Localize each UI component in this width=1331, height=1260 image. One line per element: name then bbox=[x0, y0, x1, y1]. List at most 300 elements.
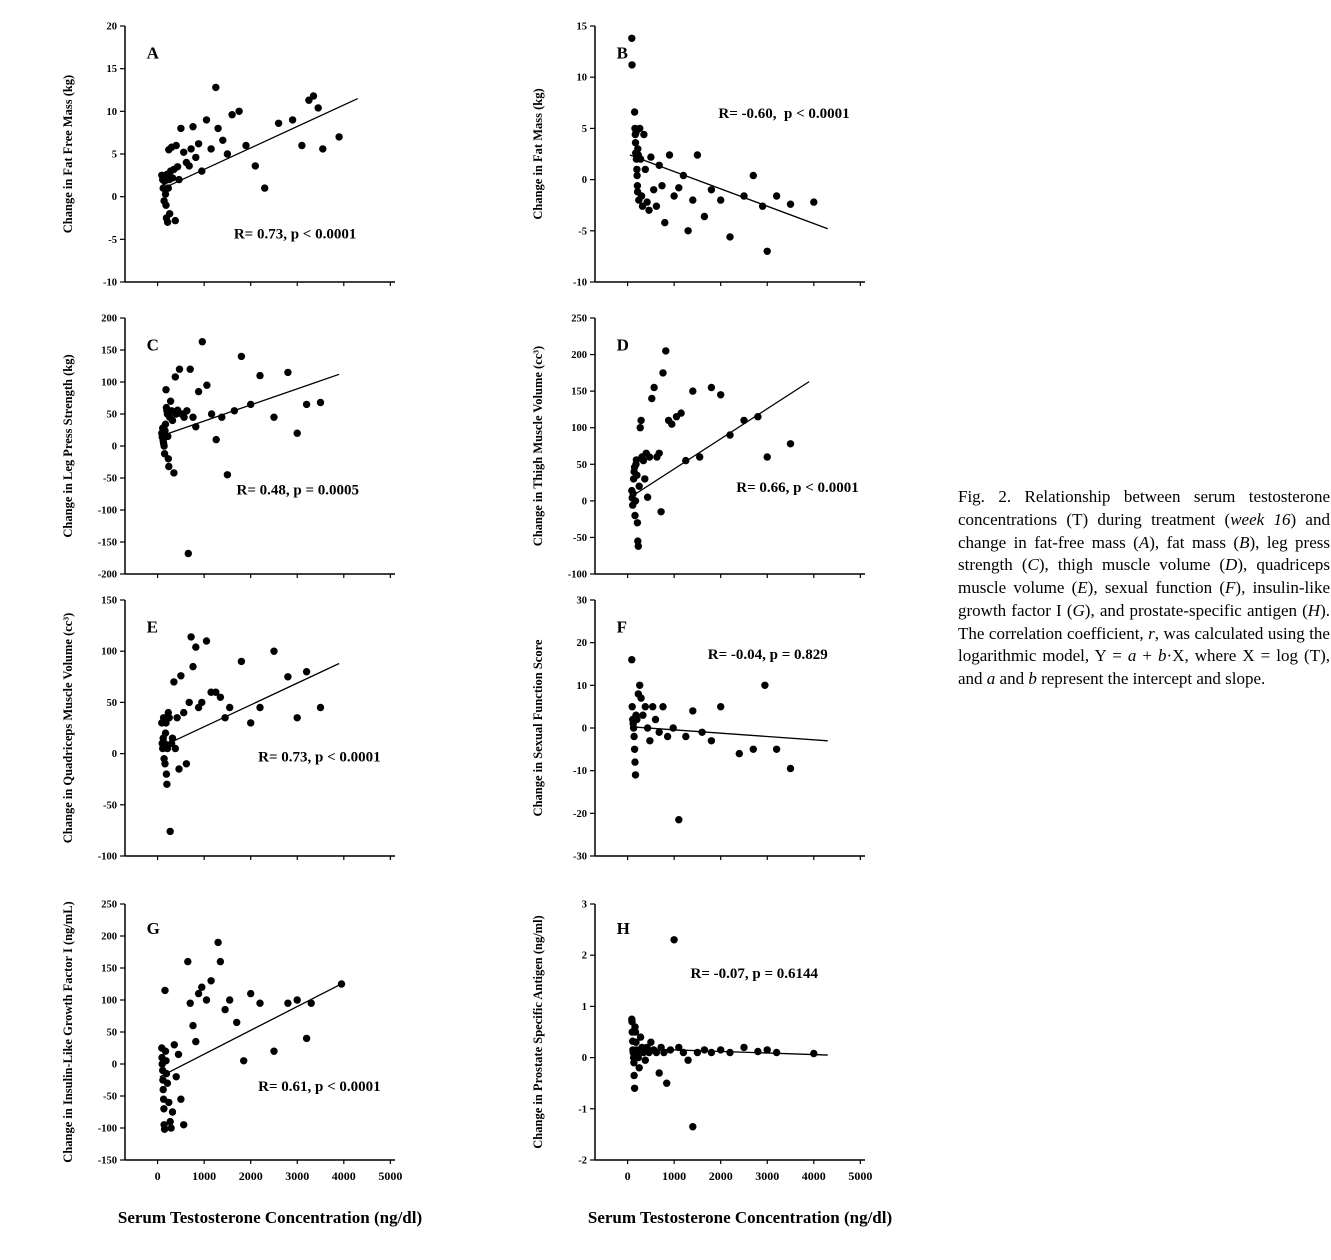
data-point bbox=[217, 958, 224, 965]
data-point bbox=[317, 704, 324, 711]
y-tick-label: -5 bbox=[578, 226, 587, 238]
scatter-plot-A bbox=[60, 14, 405, 294]
y-tick-label: -150 bbox=[97, 537, 117, 549]
data-point bbox=[195, 388, 202, 395]
data-point bbox=[177, 672, 184, 679]
data-point bbox=[631, 108, 638, 115]
data-point bbox=[656, 450, 663, 457]
caption-segment: A bbox=[1138, 532, 1150, 552]
x-tick-label: 5000 bbox=[848, 1169, 873, 1183]
panel-b bbox=[530, 14, 875, 299]
data-point bbox=[642, 703, 649, 710]
data-point bbox=[646, 453, 653, 460]
data-point bbox=[160, 442, 167, 449]
correlation-annotation: R= -0.04, p = 0.829 bbox=[707, 646, 828, 663]
data-point bbox=[670, 192, 677, 199]
data-point bbox=[750, 746, 757, 753]
data-point bbox=[167, 828, 174, 835]
y-tick-label: 5 bbox=[581, 123, 587, 135]
y-tick-label: -150 bbox=[97, 1155, 117, 1167]
data-point bbox=[657, 508, 664, 515]
y-tick-label: 20 bbox=[576, 638, 587, 650]
panel-letter: E bbox=[146, 617, 158, 637]
data-point bbox=[208, 410, 215, 417]
y-tick-label: 100 bbox=[101, 995, 117, 1007]
caption-segment: , was calculated using the logarithmic model, Y = bbox=[958, 623, 1330, 666]
panel-letter: H bbox=[616, 918, 630, 938]
y-tick-label: -50 bbox=[103, 473, 117, 485]
data-point bbox=[633, 716, 640, 723]
correlation-annotation: R= 0.61, p < 0.0001 bbox=[258, 1078, 381, 1095]
caption-segment: r bbox=[1148, 623, 1155, 643]
data-point bbox=[235, 108, 242, 115]
y-tick-label: 10 bbox=[106, 106, 117, 118]
data-point bbox=[308, 1000, 315, 1007]
x-axis-title-right: Serum Testosterone Concentration (ng/dl) bbox=[587, 1208, 893, 1227]
data-point bbox=[650, 384, 657, 391]
y-tick-label: 10 bbox=[576, 680, 587, 692]
data-point bbox=[787, 440, 794, 447]
panel-letter: G bbox=[146, 918, 160, 938]
data-point bbox=[689, 1123, 696, 1130]
panel-g bbox=[60, 888, 405, 1207]
y-tick-label: -50 bbox=[573, 532, 587, 544]
data-point bbox=[167, 1124, 174, 1131]
x-tick-label: 1000 bbox=[662, 1169, 687, 1183]
y-tick-label: -10 bbox=[573, 277, 587, 289]
data-point bbox=[238, 658, 245, 665]
data-point bbox=[203, 382, 210, 389]
y-tick-label: -5 bbox=[108, 234, 117, 246]
y-tick-label: 30 bbox=[576, 595, 587, 607]
data-point bbox=[189, 414, 196, 421]
data-point bbox=[173, 714, 180, 721]
data-point bbox=[180, 149, 187, 156]
x-tick-label: 1000 bbox=[192, 1169, 217, 1183]
correlation-annotation: R= 0.48, p = 0.0005 bbox=[236, 482, 360, 499]
data-point bbox=[639, 712, 646, 719]
data-point bbox=[631, 512, 638, 519]
caption-segment: G bbox=[1072, 600, 1085, 620]
y-tick-label: 5 bbox=[111, 149, 117, 161]
y-tick-label: 100 bbox=[571, 423, 587, 435]
data-point bbox=[162, 386, 169, 393]
data-point bbox=[680, 172, 687, 179]
y-tick-label: 50 bbox=[106, 1027, 117, 1039]
data-point bbox=[656, 1069, 663, 1076]
x-tick-label: 3000 bbox=[285, 1169, 310, 1183]
data-point bbox=[165, 1099, 172, 1106]
data-point bbox=[773, 1049, 780, 1056]
data-point bbox=[628, 656, 635, 663]
data-point bbox=[632, 497, 639, 504]
data-point bbox=[166, 210, 173, 217]
data-point bbox=[192, 423, 199, 430]
data-point bbox=[163, 1070, 170, 1077]
panel-letter: B bbox=[616, 43, 628, 63]
data-point bbox=[303, 1035, 310, 1042]
data-point bbox=[666, 151, 673, 158]
correlation-annotation: R= -0.07, p = 0.6144 bbox=[690, 966, 819, 983]
data-point bbox=[658, 182, 665, 189]
y-axis-title: Change in Leg Press Strength (kg) bbox=[61, 354, 75, 538]
data-point bbox=[214, 939, 221, 946]
panel-letter: D bbox=[616, 335, 629, 355]
y-tick-label: -100 bbox=[97, 851, 117, 863]
data-point bbox=[256, 1000, 263, 1007]
data-point bbox=[247, 719, 254, 726]
caption-segment: + bbox=[1136, 646, 1159, 666]
caption-segment: a bbox=[1127, 646, 1137, 666]
caption-segment: ), and prostate-specific antigen ( bbox=[1084, 600, 1308, 620]
y-tick-label: 15 bbox=[106, 64, 117, 76]
caption-segment: B bbox=[1239, 532, 1250, 552]
data-point bbox=[261, 184, 268, 191]
data-point bbox=[629, 703, 636, 710]
panel-letter: C bbox=[146, 335, 159, 355]
data-point bbox=[170, 678, 177, 685]
data-point bbox=[717, 196, 724, 203]
y-tick-label: -200 bbox=[97, 569, 117, 581]
data-point bbox=[224, 471, 231, 478]
scatter-plot-B bbox=[530, 14, 875, 294]
y-tick-label: 3 bbox=[581, 899, 587, 911]
y-tick-label: -100 bbox=[97, 505, 117, 517]
data-point bbox=[175, 176, 182, 183]
y-tick-label: 150 bbox=[101, 963, 117, 975]
data-point bbox=[175, 765, 182, 772]
data-point bbox=[183, 407, 190, 414]
correlation-annotation: R= 0.66, p < 0.0001 bbox=[736, 480, 859, 497]
data-point bbox=[631, 1085, 638, 1092]
data-point bbox=[162, 729, 169, 736]
y-tick-label: 0 bbox=[581, 496, 587, 508]
data-point bbox=[165, 184, 172, 191]
y-tick-label: 200 bbox=[101, 313, 117, 325]
data-point bbox=[221, 714, 228, 721]
data-point bbox=[160, 1086, 167, 1093]
data-point bbox=[218, 414, 225, 421]
data-point bbox=[214, 125, 221, 132]
data-point bbox=[740, 1044, 747, 1051]
data-point bbox=[284, 369, 291, 376]
data-point bbox=[167, 1118, 174, 1125]
data-point bbox=[163, 781, 170, 788]
data-point bbox=[177, 1096, 184, 1103]
data-point bbox=[708, 737, 715, 744]
data-point bbox=[630, 724, 637, 731]
panel-a bbox=[60, 14, 405, 299]
data-point bbox=[256, 372, 263, 379]
data-point bbox=[256, 704, 263, 711]
x-tick-label: 4000 bbox=[331, 1169, 356, 1183]
data-point bbox=[708, 186, 715, 193]
y-tick-label: 0 bbox=[111, 192, 117, 204]
data-point bbox=[670, 724, 677, 731]
data-point bbox=[335, 133, 342, 140]
data-point bbox=[717, 391, 724, 398]
caption-segment: represent the intercept and slope. bbox=[1036, 669, 1266, 689]
data-point bbox=[184, 958, 191, 965]
x-tick-label: 2000 bbox=[708, 1169, 733, 1183]
data-point bbox=[189, 663, 196, 670]
data-point bbox=[275, 120, 282, 127]
data-point bbox=[664, 733, 671, 740]
data-point bbox=[303, 401, 310, 408]
x-tick-label: 4000 bbox=[801, 1169, 826, 1183]
data-point bbox=[187, 145, 194, 152]
data-point bbox=[708, 384, 715, 391]
data-point bbox=[166, 714, 173, 721]
y-tick-label: -100 bbox=[97, 1123, 117, 1135]
data-point bbox=[203, 116, 210, 123]
data-point bbox=[192, 643, 199, 650]
data-point bbox=[636, 682, 643, 689]
data-point bbox=[240, 1057, 247, 1064]
y-tick-label: 250 bbox=[571, 313, 587, 325]
data-point bbox=[270, 1048, 277, 1055]
data-point bbox=[670, 936, 677, 943]
data-point bbox=[289, 116, 296, 123]
data-point bbox=[167, 398, 174, 405]
data-point bbox=[270, 414, 277, 421]
caption-segment: ·X, where X = log (T), and bbox=[958, 646, 1330, 689]
data-point bbox=[717, 703, 724, 710]
data-point bbox=[787, 201, 794, 208]
data-point bbox=[630, 733, 637, 740]
data-point bbox=[162, 202, 169, 209]
y-tick-label: 0 bbox=[111, 749, 117, 761]
data-point bbox=[684, 227, 691, 234]
data-point bbox=[203, 996, 210, 1003]
scatter-plot-G bbox=[60, 888, 405, 1202]
data-point bbox=[667, 1046, 674, 1053]
data-point bbox=[177, 125, 184, 132]
data-point bbox=[680, 1049, 687, 1056]
data-point bbox=[630, 1072, 637, 1079]
data-point bbox=[682, 733, 689, 740]
data-point bbox=[656, 729, 663, 736]
data-point bbox=[630, 490, 637, 497]
data-point bbox=[294, 996, 301, 1003]
data-point bbox=[207, 977, 214, 984]
data-point bbox=[694, 1049, 701, 1056]
data-point bbox=[176, 366, 183, 373]
data-point bbox=[631, 758, 638, 765]
data-point bbox=[319, 145, 326, 152]
caption-segment: H bbox=[1307, 600, 1321, 620]
caption-segment: ), sexual function ( bbox=[1087, 578, 1226, 598]
data-point bbox=[661, 219, 668, 226]
data-point bbox=[689, 196, 696, 203]
data-point bbox=[638, 192, 645, 199]
data-point bbox=[653, 203, 660, 210]
x-tick-label: 0 bbox=[624, 1169, 631, 1183]
data-point bbox=[640, 131, 647, 138]
data-point bbox=[270, 648, 277, 655]
data-point bbox=[242, 142, 249, 149]
data-point bbox=[656, 162, 663, 169]
data-point bbox=[668, 420, 675, 427]
data-point bbox=[726, 1049, 733, 1056]
data-point bbox=[764, 453, 771, 460]
data-point bbox=[634, 519, 641, 526]
data-point bbox=[180, 709, 187, 716]
data-point bbox=[172, 373, 179, 380]
data-point bbox=[642, 166, 649, 173]
data-point bbox=[180, 414, 187, 421]
data-point bbox=[228, 111, 235, 118]
data-point bbox=[221, 1006, 228, 1013]
data-point bbox=[169, 735, 176, 742]
data-point bbox=[187, 1000, 194, 1007]
data-point bbox=[643, 198, 650, 205]
data-point bbox=[659, 703, 666, 710]
panel-f bbox=[530, 588, 875, 873]
y-tick-label: 1 bbox=[581, 1001, 587, 1013]
data-point bbox=[233, 1019, 240, 1026]
data-point bbox=[631, 746, 638, 753]
caption-segment: ). The correlation coefficient, bbox=[958, 600, 1330, 643]
scatter-plot-F bbox=[530, 588, 875, 868]
correlation-annotation: R= 0.73, p < 0.0001 bbox=[258, 749, 381, 766]
data-point bbox=[284, 1000, 291, 1007]
data-point bbox=[637, 424, 644, 431]
data-point bbox=[636, 1064, 643, 1071]
data-point bbox=[632, 771, 639, 778]
data-point bbox=[298, 142, 305, 149]
y-tick-label: 200 bbox=[101, 931, 117, 943]
data-point bbox=[736, 750, 743, 757]
data-point bbox=[684, 1057, 691, 1064]
data-point bbox=[338, 980, 345, 987]
caption-segment: week 16 bbox=[1230, 509, 1291, 529]
data-point bbox=[641, 475, 648, 482]
data-point bbox=[740, 192, 747, 199]
data-point bbox=[754, 1048, 761, 1055]
x-tick-label: 2000 bbox=[238, 1169, 263, 1183]
y-tick-label: 0 bbox=[581, 1053, 587, 1065]
caption-segment: a bbox=[986, 669, 996, 689]
caption-segment: D bbox=[1225, 555, 1238, 575]
caption-segment: E bbox=[1077, 578, 1088, 598]
data-point bbox=[740, 417, 747, 424]
data-point bbox=[187, 633, 194, 640]
data-point bbox=[637, 1033, 644, 1040]
panel-d bbox=[530, 306, 875, 591]
data-point bbox=[189, 123, 196, 130]
data-point bbox=[192, 1038, 199, 1045]
data-point bbox=[633, 472, 640, 479]
data-point bbox=[226, 996, 233, 1003]
data-point bbox=[636, 483, 643, 490]
data-point bbox=[185, 550, 192, 557]
data-point bbox=[645, 207, 652, 214]
data-point bbox=[175, 1051, 182, 1058]
correlation-annotation: R= -0.60, p < 0.0001 bbox=[718, 106, 850, 123]
data-point bbox=[195, 990, 202, 997]
data-point bbox=[647, 1039, 654, 1046]
panel-c bbox=[60, 306, 405, 591]
data-point bbox=[198, 167, 205, 174]
data-point bbox=[169, 174, 176, 181]
data-point bbox=[161, 987, 168, 994]
data-point bbox=[637, 155, 644, 162]
x-tick-label: 0 bbox=[154, 1169, 161, 1183]
data-point bbox=[169, 417, 176, 424]
y-tick-label: 100 bbox=[101, 646, 117, 658]
data-point bbox=[773, 746, 780, 753]
y-tick-label: 2 bbox=[581, 950, 587, 962]
data-point bbox=[162, 1057, 169, 1064]
data-point bbox=[247, 401, 254, 408]
data-point bbox=[637, 694, 644, 701]
scatter-plot-E bbox=[60, 588, 405, 868]
data-point bbox=[170, 469, 177, 476]
data-point bbox=[787, 765, 794, 772]
data-point bbox=[219, 137, 226, 144]
data-point bbox=[633, 172, 640, 179]
y-tick-label: -2 bbox=[578, 1155, 587, 1167]
data-point bbox=[701, 213, 708, 220]
y-tick-label: 0 bbox=[111, 441, 117, 453]
data-point bbox=[696, 453, 703, 460]
data-point bbox=[310, 92, 317, 99]
data-point bbox=[698, 729, 705, 736]
data-point bbox=[726, 431, 733, 438]
data-point bbox=[224, 150, 231, 157]
data-point bbox=[226, 704, 233, 711]
data-point bbox=[644, 494, 651, 501]
y-tick-label: 15 bbox=[576, 21, 587, 33]
panel-e bbox=[60, 588, 405, 873]
data-point bbox=[160, 1105, 167, 1112]
data-point bbox=[708, 1049, 715, 1056]
data-point bbox=[636, 125, 643, 132]
data-point bbox=[207, 145, 214, 152]
y-tick-label: 100 bbox=[101, 377, 117, 389]
data-point bbox=[650, 186, 657, 193]
data-point bbox=[628, 35, 635, 42]
data-point bbox=[252, 162, 259, 169]
data-point bbox=[761, 682, 768, 689]
caption-segment: ), leg press strength ( bbox=[958, 532, 1330, 575]
data-point bbox=[195, 140, 202, 147]
data-point bbox=[689, 707, 696, 714]
caption-segment: ), insulin-like growth factor I ( bbox=[958, 578, 1331, 620]
y-axis-title: Change in Prostate Specific Antigen (ng/ml) bbox=[531, 915, 545, 1149]
y-tick-label: -20 bbox=[573, 808, 587, 820]
data-point bbox=[303, 668, 310, 675]
y-tick-label: 10 bbox=[576, 72, 587, 84]
y-axis-title: Change in Thigh Muscle Volume (cc³) bbox=[531, 345, 545, 547]
data-point bbox=[649, 703, 656, 710]
data-point bbox=[164, 433, 171, 440]
data-point bbox=[675, 816, 682, 823]
y-axis-title: Change in Fat Mass (kg) bbox=[531, 88, 545, 220]
data-point bbox=[675, 184, 682, 191]
data-point bbox=[660, 1049, 667, 1056]
data-point bbox=[187, 366, 194, 373]
caption-segment: F bbox=[1225, 578, 1236, 598]
regression-line bbox=[160, 99, 358, 190]
caption-segment: b bbox=[1028, 669, 1037, 689]
data-point bbox=[173, 142, 180, 149]
data-point bbox=[764, 248, 771, 255]
data-point bbox=[810, 198, 817, 205]
data-point bbox=[294, 430, 301, 437]
data-point bbox=[637, 417, 644, 424]
